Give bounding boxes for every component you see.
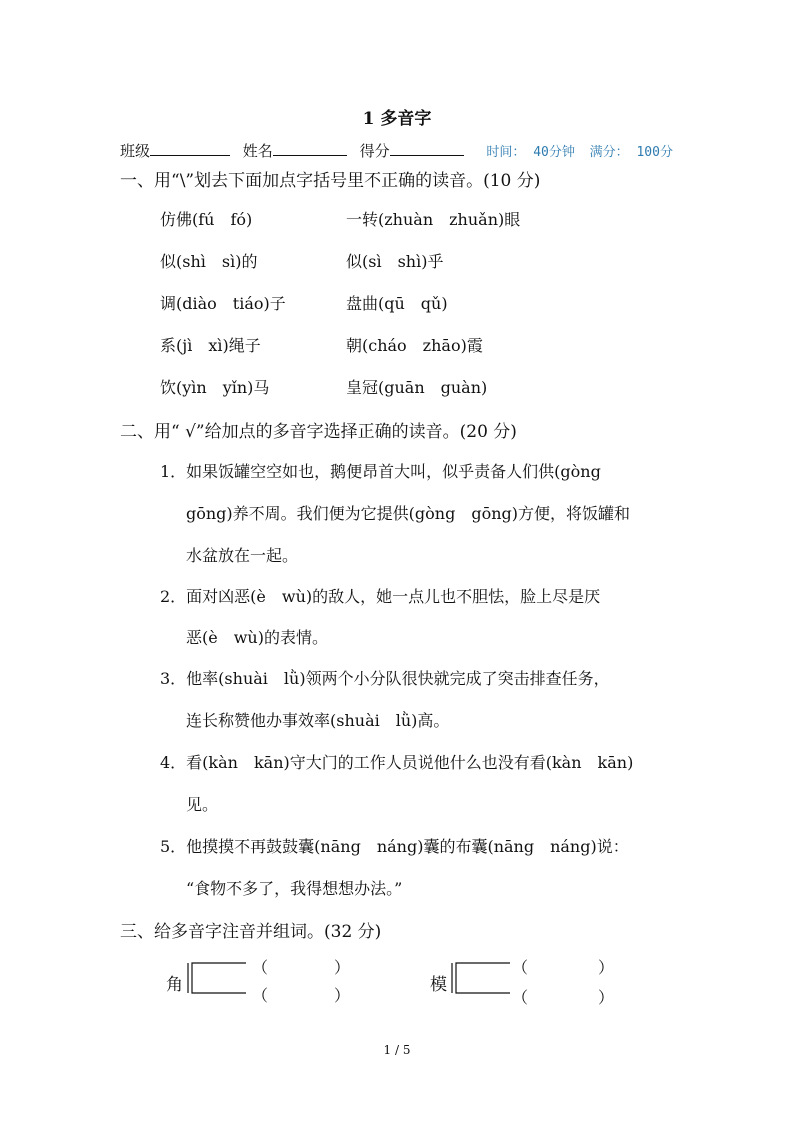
s2-line-2: gōng)养不周。我们便为它提供(gòng gōng)方便，将饭罐和 [186, 504, 630, 523]
s1-right-item-3: 盘曲(qū qǔ) [346, 294, 448, 313]
score-label: 得分 [359, 142, 390, 160]
section3-heading: 三、给多音字注音并组词。(32 分) [120, 922, 382, 942]
s2-line-11: “食物不多了，我得想想办法。” [186, 879, 403, 898]
s1-right-item-2: 似(sì shì)乎 [346, 252, 444, 271]
s2-line-6: 3．他率(shuài lǜ)领两个小分队很快就完成了突击排查任务， [160, 669, 610, 688]
s2-line-8: 4．看(kàn kān)守大门的工作人员说他什么也没有看(kàn kān) [160, 753, 634, 772]
s3-left-bracket [186, 955, 248, 997]
page-title: 1 多音字 [362, 109, 432, 129]
s1-right-item-5: 皇冠(guān guàn) [346, 378, 488, 397]
s2-line-5: 恶(è wù)的表情。 [186, 628, 328, 647]
name-field[interactable] [273, 141, 347, 156]
section2-heading: 二、用“ √”给加点的多音字选择正确的读音。(20 分) [120, 422, 517, 442]
s1-left-item-5: 饮(yìn yǐn)马 [160, 378, 270, 397]
s1-left-item-2: 似(shì sì)的 [160, 252, 258, 271]
s2-line-9: 见。 [186, 795, 219, 814]
info-row [120, 140, 673, 161]
s3-left-answer-2[interactable]: （ ） [252, 986, 351, 1005]
s3-char-right: 模 [430, 975, 447, 995]
page-number: 1 / 5 [383, 1043, 411, 1057]
s2-line-10: 5．他摸摸不再鼓鼓囊(nāng náng)囊的布囊(nāng náng)说： [160, 837, 629, 856]
s2-line-3: 水盆放在一起。 [186, 546, 299, 565]
s1-right-item-4: 朝(cháo zhāo)霞 [346, 336, 483, 355]
s3-right-answer-2[interactable]: （ ） [512, 988, 615, 1007]
s2-line-7: 连长称赞他办事效率(shuài lǜ)高。 [186, 711, 450, 730]
s3-right-bracket [450, 955, 512, 997]
section1-heading: 一、用“\”划去下面加点字括号里不正确的读音。(10 分) [120, 171, 541, 191]
full-score-label: 满分： 100分 [589, 145, 673, 160]
time-label: 时间： 40分钟 [486, 145, 575, 160]
s3-char-left: 角 [166, 975, 183, 995]
s1-left-item-4: 系(jì xì)绳子 [160, 336, 261, 355]
score-field[interactable] [390, 141, 464, 156]
class-label: 班级 [120, 142, 151, 160]
name-label: 姓名 [242, 142, 273, 160]
s3-left-answer-1[interactable]: （ ） [252, 958, 351, 977]
s3-right-answer-1[interactable]: （ ） [512, 958, 615, 977]
s1-left-item-1: 仿佛(fú fó) [160, 210, 253, 229]
s1-left-item-3: 调(diào tiáo)子 [160, 294, 286, 313]
s2-line-4: 2．面对凶恶(è wù)的敌人，她一点儿也不胆怯，脸上尽是厌 [160, 587, 601, 606]
s1-right-item-1: 一转(zhuàn zhuǎn)眼 [346, 210, 521, 229]
class-field[interactable] [150, 141, 230, 156]
s2-line-1: 1．如果饭罐空空如也，鹅便昂首大叫，似乎责备人们供(gòng [160, 462, 601, 481]
